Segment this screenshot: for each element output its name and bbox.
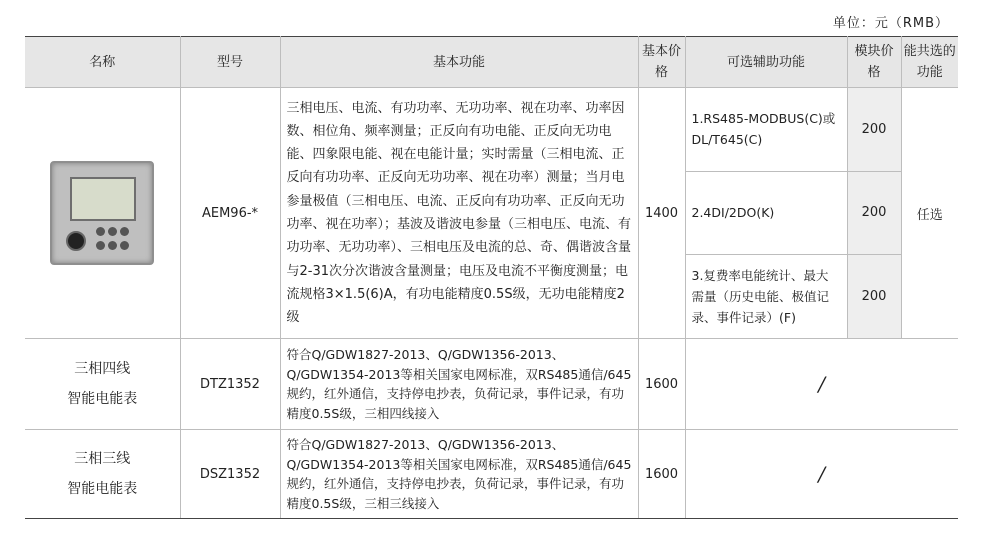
meter-device-image xyxy=(50,161,154,265)
module-price-cell: 200 xyxy=(847,88,901,172)
table-row xyxy=(25,430,958,519)
meter-knob xyxy=(66,231,86,251)
header-basic-functions: 基本功能 xyxy=(280,37,638,88)
header-model: 型号 xyxy=(180,37,280,88)
product-image-cell xyxy=(25,88,180,339)
product-name-cell xyxy=(25,339,180,430)
functions-cell: 符合Q/GDW1827-2013、Q/GDW1356-2013、Q/GDW1354-2013等相关国家电网标准，双RS485通信/645规约，红外通信，支持停电抄表，负荷记录，事件记录，有功精度0.5S级，三相四线接入 xyxy=(280,339,638,430)
header-optional-functions: 可选辅助功能 xyxy=(685,37,847,88)
product-name-line1: 三相三线 xyxy=(74,451,131,467)
model-cell: AEM96-* xyxy=(180,88,280,339)
functions-cell: 符合Q/GDW1827-2013、Q/GDW1356-2013、Q/GDW1354-2013等相关国家电网标准，双RS485通信/645规约，红外通信，支持停电抄表，负荷记录，事件记录，有功精度0.5S级，三相三线接入 xyxy=(280,430,638,519)
base-price-cell: 1600 xyxy=(638,339,685,430)
base-price-cell: 1600 xyxy=(638,430,685,519)
model-cell: DTZ1352 xyxy=(180,339,280,430)
product-name-line2: 智能电能表 xyxy=(67,481,138,497)
header-base-price: 基本价格 xyxy=(638,37,685,88)
table-header-row xyxy=(25,37,958,88)
price-table xyxy=(25,36,958,519)
header-module-price: 模块价格 xyxy=(847,37,901,88)
product-name-cell xyxy=(25,430,180,519)
module-price-cell: 200 xyxy=(847,171,901,255)
header-name: 名称 xyxy=(25,37,180,88)
option-cell: 1.RS485-MODBUS(C)或DL/T645(C) xyxy=(685,88,847,172)
base-price-cell: 1400 xyxy=(638,88,685,339)
header-selectable: 能共选的功能 xyxy=(901,37,958,88)
model-cell: DSZ1352 xyxy=(180,430,280,519)
module-price-cell: 200 xyxy=(847,255,901,339)
option-cell: 3.复费率电能统计、最大需量（历史电能、极值记录、事件记录）(F) xyxy=(685,255,847,339)
functions-cell: 三相电压、电流、有功功率、无功功率、视在功率、功率因数、相位角、频率测量；正反向有功电能、正反向无功电能、四象限电能、视在电能计量；实时需量（三相电流、正反向有功功率、正反向无功功率、视在功率）测量；当月电参量极值（三相电压、电流、正反向有功功率、正反向无功功率、视在功率）；基波及谐波电参量（三相电压、电流、有功功率、无功功率）、三相电压及电流的总、奇、偶谐波含量与2-31次分次谐波含量测量；电压及电流不平衡度测量；电流规格3×1.5(6)A，有功电能精度0.5S级，无功电能精度2级 xyxy=(280,88,638,339)
product-name-line1: 三相四线 xyxy=(74,361,131,377)
optional-cell: / xyxy=(685,430,958,519)
unit-label: 单位：元（RMB） xyxy=(832,16,949,31)
meter-keys xyxy=(96,227,134,251)
meter-screen xyxy=(70,177,136,221)
option-cell: 2.4DI/2DO(K) xyxy=(685,171,847,255)
optional-cell: / xyxy=(685,339,958,430)
product-name-line2: 智能电能表 xyxy=(67,391,138,407)
selectable-cell: 任选 xyxy=(901,88,958,339)
table-row xyxy=(25,339,958,430)
table-row xyxy=(25,88,958,172)
